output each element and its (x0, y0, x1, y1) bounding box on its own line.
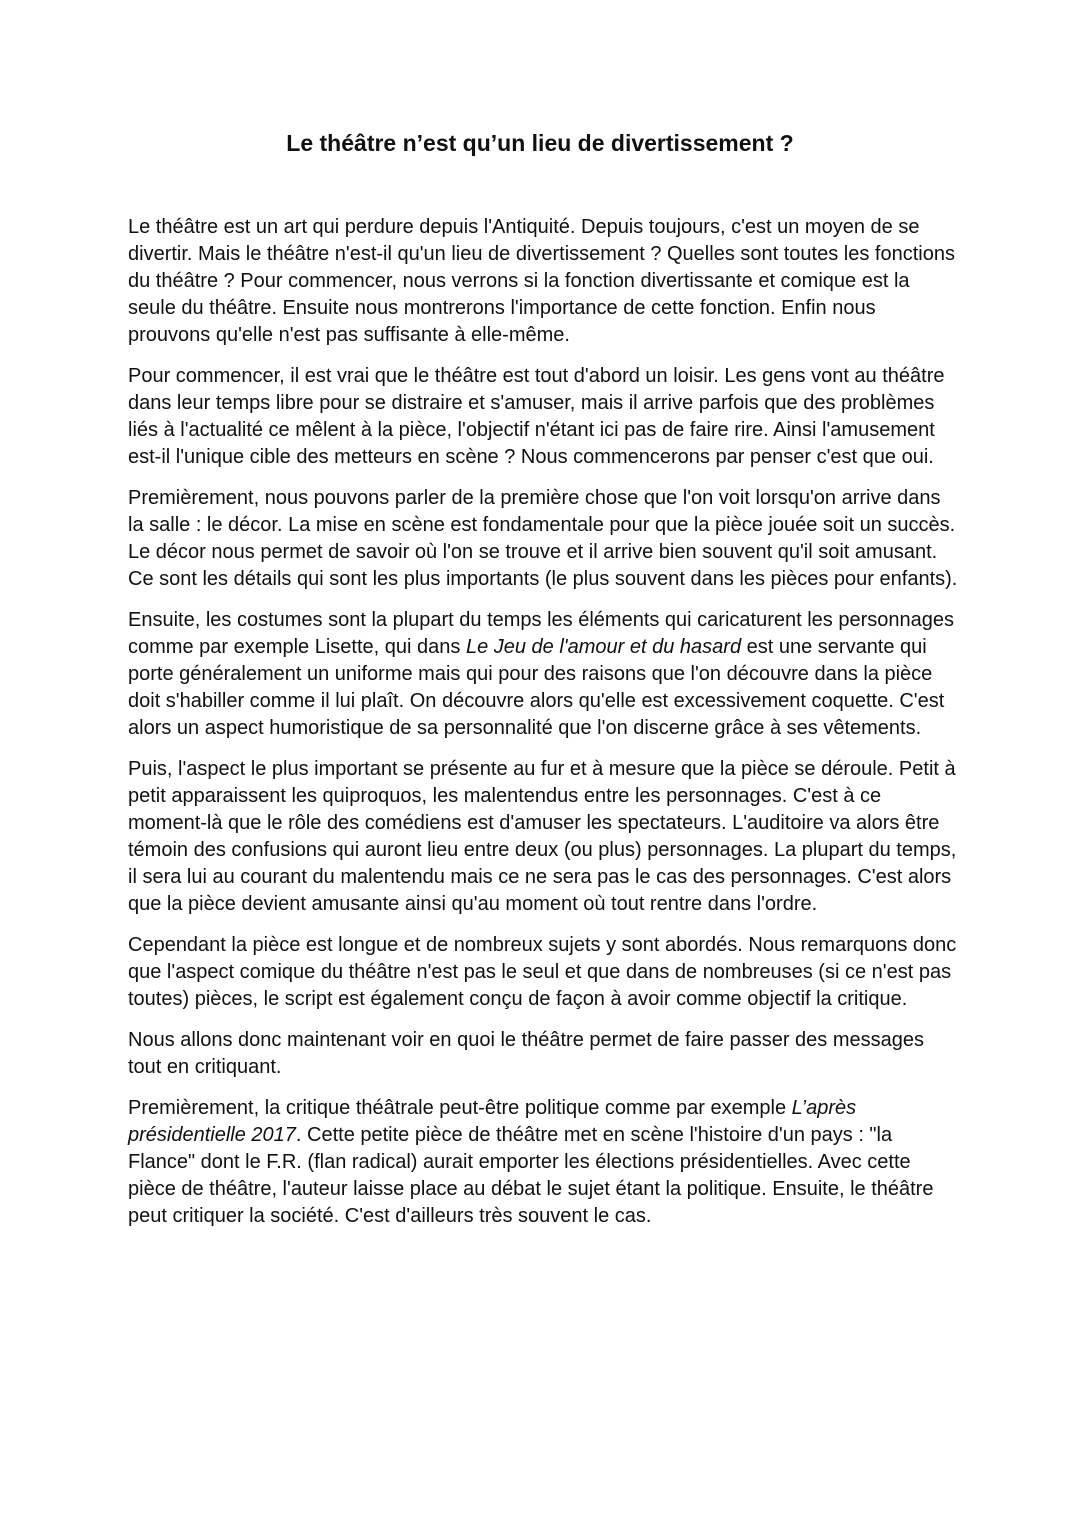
paragraph-costumes (128, 607, 958, 742)
document-body (128, 214, 958, 1244)
paragraph-introduction: Le théâtre est un art qui perdure depuis l'Antiquité. Depuis toujours, c'est un moyen de se divertir. Mais le théâtre n'est-il qu'un lieu de divertissement ? Quelles sont toutes les fonctions du théâtre ? Pour commencer, nous verrons si la fonction divertissante et comique est la seule du théâtre. Ensuite nous montrerons l'importance de cette fonction. Enfin nous prouvons qu'elle n'est pas suffisante à elle-même. (128, 216, 955, 346)
paragraph-critique-politique (128, 1095, 958, 1230)
play-title-jeu-de-l-amour: Le Jeu de l'amour et du hasard (465, 636, 742, 658)
paragraph-loisir: Pour commencer, il est vrai que le théâtre est tout d'abord un loisir. Les gens vont au théâtre dans leur temps libre pour se distraire et s'amuser, mais il arrive parfois que des problèmes liés à l'actualité ce mêlent à la pièce, l'objectif n'étant ici pas de faire rire. Ainsi l'amusement est-il l'unique cible des metteurs en scène ? Nous commencerons par penser c'est que oui. (128, 365, 945, 468)
paragraph-quiproquos: Puis, l'aspect le plus important se présente au fur et à mesure que la pièce se déroule. Petit à petit apparaissent les quiproquos, les malentendus entre les personnages. C'est à ce moment-là que le rôle des comédiens est d'amuser les spectateurs. L'auditoire va alors être témoin des confusions qui auront lieu entre deux (ou plus) personnages. La plupart du temps, il sera lui au courant du malentendu mais ce ne sera pas le cas des personnages. C'est alors que la pièce devient amusante ainsi qu'au moment où tout rentre dans l'ordre. (128, 758, 957, 915)
play-title-apres-presidentielle: L’après présidentielle 2017 (128, 1097, 857, 1146)
paragraph-costumes-text-start: Ensuite, les costumes sont la plupart du temps les éléments qui caricaturent les personnages comme par exemple Lisette, qui dans (128, 609, 954, 658)
document-title: Le théâtre n’est qu’un lieu de divertissement ? (286, 130, 794, 156)
paragraph-costumes-text-end: est une servante qui porte généralement un uniforme mais qui pour des raisons que l'on découvre dans la pièce doit s'habiller comme il lui plaît. On découvre alors qu'elle est excessivement coquette. C'est alors un aspect humoristique de sa personnalité que l'on discerne grâce à ses vêtements. (128, 636, 945, 739)
paragraph-critique-intro: Nous allons donc maintenant voir en quoi le théâtre permet de faire passer des messages tout en critiquant. (128, 1029, 925, 1078)
paragraph-decor: Premièrement, nous pouvons parler de la première chose que l'on voit lorsqu'on arrive dans la salle : le décor. La mise en scène est fondamentale pour que la pièce jouée soit un succès. Le décor nous permet de savoir où l'on se trouve et il arrive bien souvent qu'il soit amusant. Ce sont les détails qui sont les plus importants (le plus souvent dans les pièces pour enfants). (128, 487, 958, 590)
paragraph-politique-text-start: Premièrement, la critique théâtrale peut-être politique comme par exemple (128, 1097, 792, 1119)
paragraph-politique-text-end: . Cette petite pièce de théâtre met en scène l'histoire d'un pays : "la Flance" dont le F.R. (flan radical) aurait emporter les élections présidentielles. Avec cette pièce de théâtre, l'auteur laisse place au débat le sujet étant la politique. Ensuite, le théâtre peut critiquer la société. C'est d'ailleurs très souvent le cas. (128, 1124, 934, 1227)
paragraph-transition: Cependant la pièce est longue et de nombreux sujets y sont abordés. Nous remarquons donc que l'aspect comique du théâtre n'est pas le seul et que dans de nombreuses (si ce n'est pas toutes) pièces, le script est également conçu de façon à avoir comme objectif la critique. (128, 934, 957, 1010)
